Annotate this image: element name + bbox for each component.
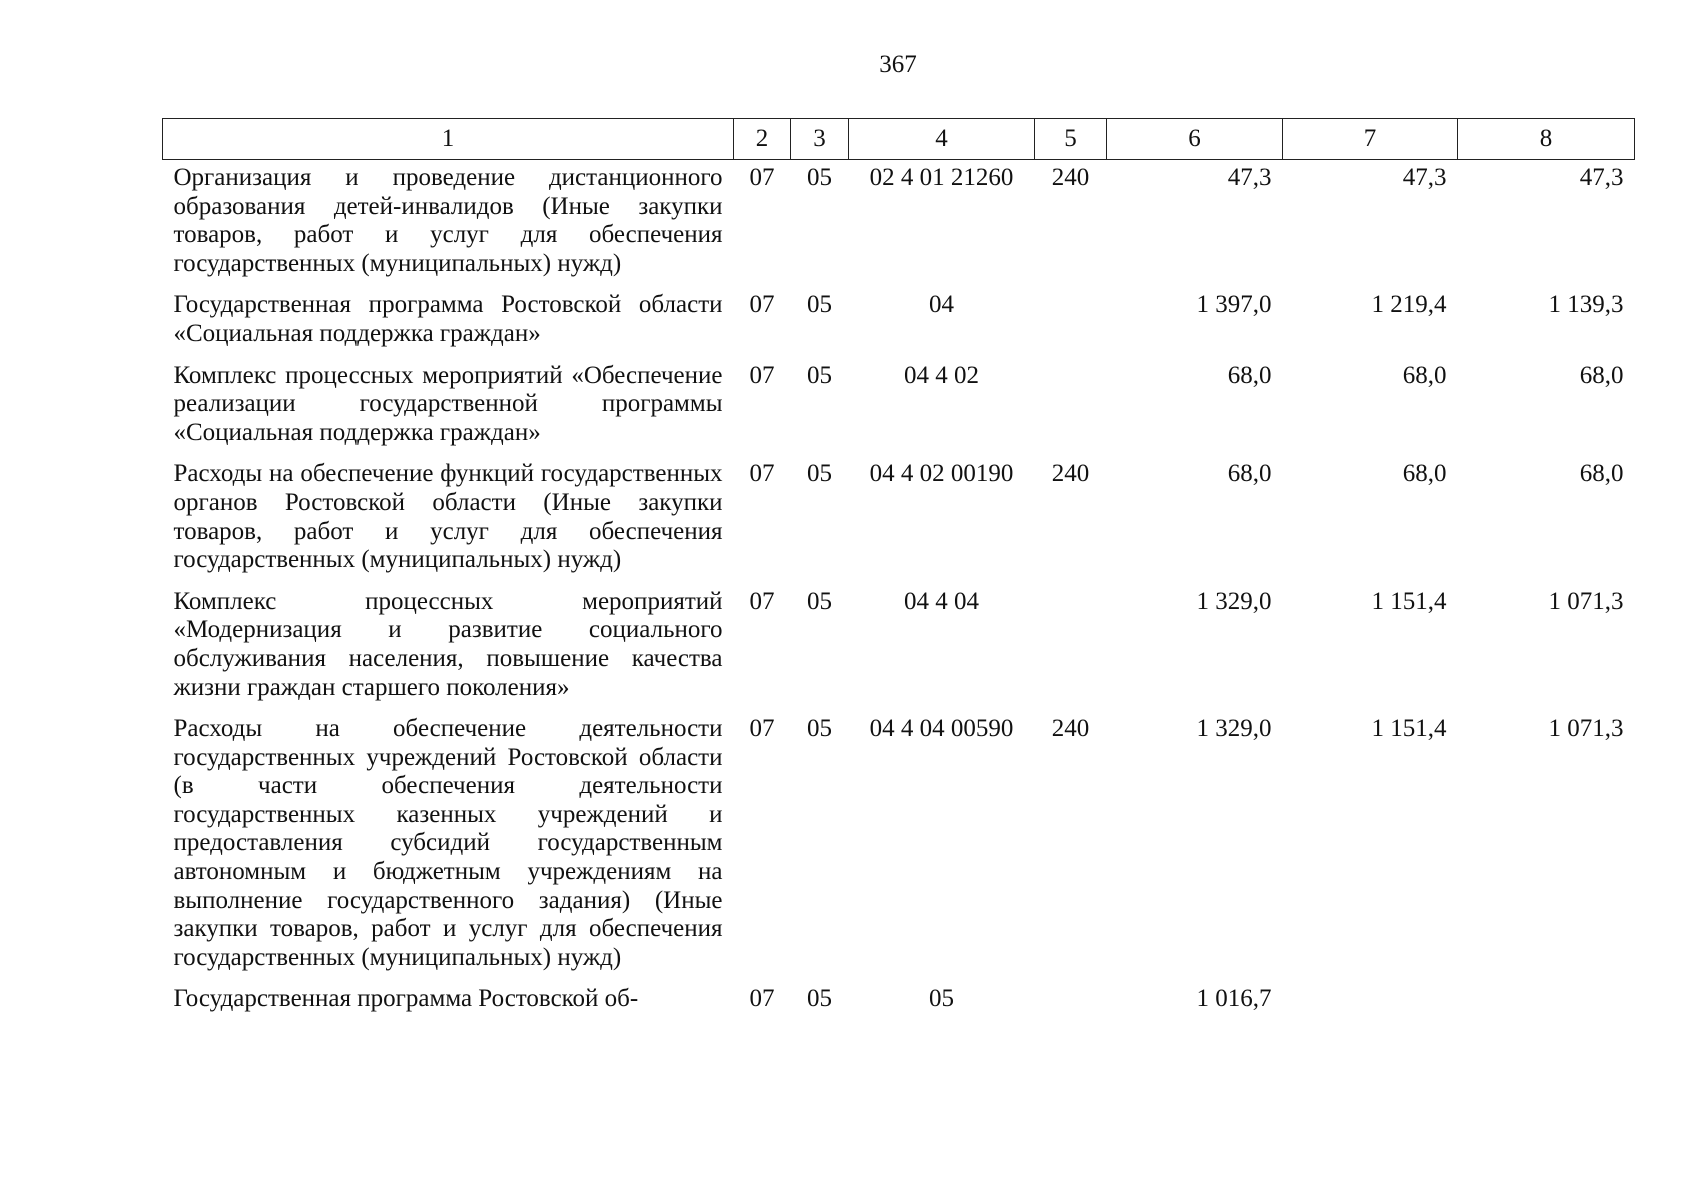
row-csr: 04 4 04 00590 (869, 715, 1014, 743)
row-razdel: 07 (749, 164, 775, 191)
table-row (163, 456, 1635, 583)
row-vr: 240 (1051, 715, 1090, 743)
header-col-7: 7 (1283, 119, 1458, 160)
row-razdel: 07 (749, 291, 775, 319)
table-row (163, 358, 1635, 457)
header-col-6: 6 (1107, 119, 1283, 160)
row-podrazdel: 05 (807, 361, 832, 389)
row-value-2: 1 219,4 (1371, 291, 1447, 319)
header-col-1: 1 (163, 119, 734, 160)
row-vr: 240 (1051, 460, 1090, 488)
row-name: Государственная программа Ростовской об- (173, 985, 639, 1013)
row-vr (1035, 287, 1107, 357)
header-col-3: 3 (791, 119, 849, 160)
row-name: Расходы на обеспечение деятельности государственных учреждений Ростовской области (в части обеспечения деятельности государственных казенных учреждений и предоставления субсидий государственным автономным и бюджетным учреждениям на выполнение государственного задания) (Иные закупки товаров, работ и услуг для обеспечения государственных (муниципальных) нужд) (173, 715, 723, 971)
row-vr: 240 (1051, 164, 1090, 191)
row-value-2 (1283, 981, 1458, 1023)
row-value-2: 1 151,4 (1371, 715, 1447, 743)
row-csr: 04 4 04 (904, 587, 979, 615)
row-value-1: 1 397,0 (1196, 291, 1272, 319)
row-value-3: 1 139,3 (1548, 291, 1624, 319)
row-csr: 04 4 02 00190 (869, 460, 1014, 488)
row-podrazdel: 05 (807, 715, 832, 743)
table-row (163, 160, 1635, 288)
row-name: Организация и проведение дистанционного образования детей-инвалидов (Иные закупки товаров, работ и услуг для обеспечения государственных (муниципальных) нужд) (173, 164, 723, 277)
row-csr: 04 4 02 (904, 361, 979, 389)
row-value-1: 1 329,0 (1196, 715, 1272, 743)
page-number: 367 (879, 51, 917, 78)
row-vr (1035, 584, 1107, 711)
row-value-3: 68,0 (1579, 361, 1624, 389)
row-podrazdel: 05 (807, 291, 832, 319)
table-row (163, 711, 1635, 981)
header-col-5: 5 (1035, 119, 1107, 160)
row-name: Расходы на обеспечение функций государственных органов Ростовской области (Иные закупки товаров, работ и услуг для обеспечения государственных (муниципальных) нужд) (173, 460, 723, 574)
row-podrazdel: 05 (807, 985, 832, 1013)
row-value-2: 1 151,4 (1371, 587, 1447, 615)
row-csr: 02 4 01 21260 (869, 164, 1014, 191)
row-name: Комплекс процессных мероприятий «Модернизация и развитие социального обслуживания населения, повышение качества жизни граждан старшего поколения» (173, 587, 723, 701)
table-row (163, 981, 1635, 1023)
row-value-3 (1458, 981, 1635, 1023)
table-row (163, 584, 1635, 711)
row-value-2: 68,0 (1402, 460, 1447, 488)
row-csr: 04 (929, 291, 954, 319)
budget-table (162, 118, 1635, 1023)
row-razdel: 07 (749, 460, 775, 488)
row-razdel: 07 (749, 587, 775, 615)
row-value-1: 68,0 (1227, 361, 1272, 389)
row-value-3: 47,3 (1579, 164, 1624, 191)
row-value-1: 1 016,7 (1196, 985, 1272, 1013)
row-value-1: 68,0 (1227, 460, 1272, 488)
header-col-8: 8 (1458, 119, 1635, 160)
row-name: Комплекс процессных мероприятий «Обеспечение реализации государственной программы «Социальная поддержка граждан» (173, 361, 723, 446)
row-razdel: 07 (749, 715, 775, 743)
row-podrazdel: 05 (807, 460, 832, 488)
row-name: Государственная программа Ростовской области «Социальная поддержка граждан» (173, 291, 723, 347)
row-value-3: 68,0 (1579, 460, 1624, 488)
row-podrazdel: 05 (807, 587, 832, 615)
header-col-2: 2 (734, 119, 791, 160)
row-value-2: 68,0 (1402, 361, 1447, 389)
row-value-1: 47,3 (1227, 164, 1272, 191)
row-value-1: 1 329,0 (1196, 587, 1272, 615)
header-col-4: 4 (849, 119, 1035, 160)
row-razdel: 07 (749, 985, 775, 1013)
row-vr (1035, 358, 1107, 457)
row-podrazdel: 05 (807, 164, 832, 191)
table-row (163, 287, 1635, 357)
row-value-2: 47,3 (1402, 164, 1447, 191)
row-value-3: 1 071,3 (1548, 587, 1624, 615)
row-csr: 05 (929, 985, 954, 1013)
header-row (163, 119, 1635, 160)
row-vr (1035, 981, 1107, 1023)
row-razdel: 07 (749, 361, 775, 389)
row-value-3: 1 071,3 (1548, 715, 1624, 743)
